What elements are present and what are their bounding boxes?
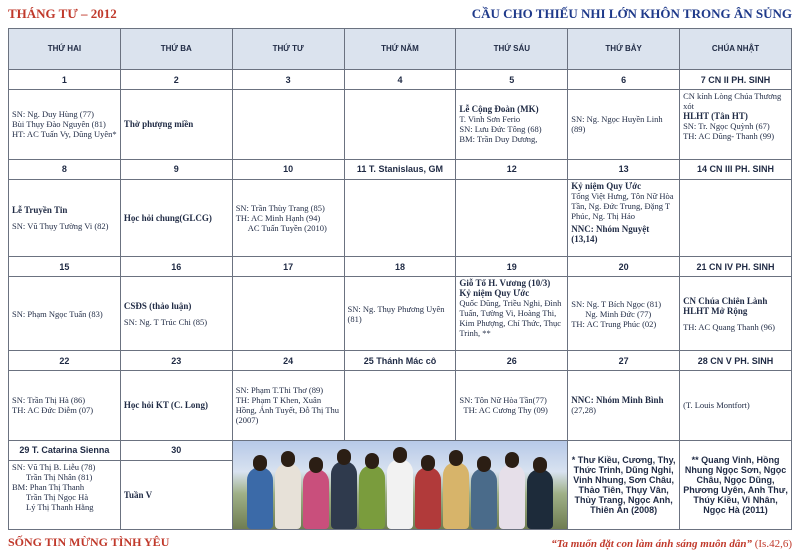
date-number: 10 [232, 159, 344, 179]
event-row [9, 371, 792, 440]
date-number: 8 [9, 159, 121, 179]
event-line: SN: Vũ Thụy Tường Vi (82) [12, 220, 109, 231]
day-cell [568, 277, 680, 351]
event-line: BM: Phan Thị Thanh [12, 481, 85, 492]
event-line: Ng. Minh Đức (77) [585, 308, 652, 319]
note-sunday [680, 440, 792, 529]
date-number: 3 [232, 70, 344, 90]
weekday-header: THỨ SÁU [456, 29, 568, 70]
event-line: SN: Trần Thị Hà (86) [12, 395, 86, 406]
date-number: 12 [456, 159, 568, 179]
theme-title: CẦU CHO THIẾU NHI LỚN KHÔN TRONG ÂN SỦNG [471, 6, 792, 21]
event-line: Lý Thị Thanh Hằng [26, 501, 94, 512]
date-number: 9 [120, 159, 232, 179]
note-saturday [568, 440, 680, 529]
weekday-header: THỨ HAI [9, 29, 121, 70]
event-line: NNC: Nhóm Minh Bình [571, 395, 664, 406]
date-number: 1 [9, 70, 121, 90]
event-line: CN kính Lòng Chúa Thương xót [683, 91, 782, 112]
event-line: TH: AC Dũng- Thanh (99) [683, 131, 775, 142]
event-line: T. Vinh Sơn Ferio [459, 114, 521, 125]
footer-slogan: SỐNG TIN MỪNG TÌNH YÊU [8, 535, 170, 549]
group-photo-image [233, 441, 568, 529]
day-cell [568, 90, 680, 159]
event-line: SN: Ng. Duy Hùng (77) [12, 109, 94, 120]
date-number: 20 [568, 257, 680, 277]
calendar [8, 28, 792, 530]
date-number: 6 [568, 70, 680, 90]
event-line: SN: Phạm T.Thi Thơ (89) [235, 385, 324, 396]
date-number: 29 T. Catarina Sienna [9, 440, 121, 460]
day-cell [232, 90, 344, 159]
date-number: 7 CN II PH. SINH [680, 70, 792, 90]
day-cell [568, 371, 680, 440]
day-cell [120, 277, 232, 351]
event-line: (27,28) [571, 405, 597, 416]
date-number: 2 [120, 70, 232, 90]
date-number: 15 [9, 257, 121, 277]
day-cell [456, 277, 568, 351]
event-line: SN: Ng. Ngọc Huyền Linh (89) [571, 114, 663, 135]
event-line: Học hỏi KT (C. Long) [123, 400, 208, 411]
group-photo [232, 440, 568, 529]
day-cell [9, 277, 121, 351]
date-number: 21 CN IV PH. SINH [680, 257, 792, 277]
quote-text: “Ta muốn đặt con làm ánh sáng muôn dân” [551, 538, 752, 550]
event-line: TH: AC Cương Thy (09) [463, 405, 548, 416]
day-cell [232, 277, 344, 351]
date-number: 24 [232, 351, 344, 371]
event-line: Lễ Truyền Tin [12, 204, 68, 215]
weekday-header: THỨ NĂM [344, 29, 456, 70]
day-cell [120, 179, 232, 257]
date-number: 11 T. Stanislaus, GM [344, 159, 456, 179]
day-cell [680, 179, 792, 257]
date-number: 17 [232, 257, 344, 277]
quote-ref: (Is.42,6) [754, 538, 792, 550]
event-line: Kỷ niệm Quy Ước [459, 288, 530, 299]
date-number: 16 [120, 257, 232, 277]
event-line: HT: AC Tuấn Vy, Dũng Uyên* [12, 129, 117, 140]
event-line: TH: AC Trung Phúc (02) [571, 318, 657, 329]
date-number: 26 [456, 351, 568, 371]
date-number: 27 [568, 351, 680, 371]
date-number: 25 Thánh Mác cô [344, 351, 456, 371]
day-cell [120, 371, 232, 440]
day-cell [680, 277, 792, 351]
event-line: SN: Tr. Ngọc Quỳnh (67) [683, 121, 770, 132]
date-number: 22 [9, 351, 121, 371]
event-row [9, 277, 792, 351]
day-cell [344, 371, 456, 440]
day-cell [456, 179, 568, 257]
event-line: CSĐS (thảo luận) [123, 300, 192, 311]
weekday-header: THỨ TƯ [232, 29, 344, 70]
date-number: 23 [120, 351, 232, 371]
event-line: HLHT (Tân HT) [683, 111, 748, 122]
day-cell [9, 371, 121, 440]
event-line: SN: Ng. T Trúc Chi (85) [123, 316, 208, 327]
weekday-header-row [9, 29, 792, 70]
date-number: 30 [120, 440, 232, 460]
day-cell [568, 179, 680, 257]
event-line: Giỗ Tổ H. Vương (10/3) [459, 278, 551, 289]
date-row [9, 70, 792, 90]
event-line: HLHT Mở Rộng [683, 305, 748, 316]
event-line: SN: Ng. Thụy Phương Uyên (81) [347, 303, 445, 324]
event-line: SN: Tôn Nữ Hòa Tần(77) [459, 395, 547, 406]
date-number: 13 [568, 159, 680, 179]
date-row [9, 159, 792, 179]
day-cell [232, 371, 344, 440]
day-cell [9, 90, 121, 159]
date-number: 19 [456, 257, 568, 277]
event-line: SN: Lưu Đức Tông (68) [459, 124, 542, 135]
event-line: (T. Louis Montfort) [683, 400, 750, 411]
day-cell [232, 179, 344, 257]
day-cell [344, 277, 456, 351]
event-line: TH: AC Minh Hạnh (94) [235, 212, 321, 223]
day-cell [680, 90, 792, 159]
date-number: 14 CN III PH. SINH [680, 159, 792, 179]
event-line: SN: Ng. T Bích Ngọc (81) [571, 298, 662, 309]
day-cell [120, 460, 232, 529]
date-row [9, 257, 792, 277]
day-cell [344, 90, 456, 159]
day-cell [120, 90, 232, 159]
month-title: THÁNG TƯ – 2012 [8, 6, 117, 21]
event-line: TH: AC Đức Diễm (07) [12, 405, 94, 416]
day-cell [680, 371, 792, 440]
event-row [9, 90, 792, 159]
day-cell [344, 179, 456, 257]
event-line: Học hỏi chung(GLCG) [123, 212, 212, 223]
day-cell [456, 371, 568, 440]
event-row [9, 179, 792, 257]
event-line: Tuần V [123, 489, 153, 500]
day-cell [9, 179, 121, 257]
note-text: ** Quang Vinh, Hồng Nhung Ngọc Sơn, Ngọc Châu, Ngọc Dũng, Phương Uyên, Anh Thư, Thúy Kiều, Vi Nhân, Ngọc Hà (2011) [683, 454, 788, 515]
weekday-header: CHÚA NHẬT [680, 29, 792, 70]
event-line: Bùi Thụy Đào Nguyên (81) [12, 119, 106, 130]
note-text: * Thư Kiều, Cương, Thy, Thức Trinh, Dũng Nghi, Vinh Nhung, Sơn Châu, Thảo Tiên, Thụy Vân, Thủy Trang, Ngọc Anh, Thiên Ân (2008) [571, 454, 676, 515]
event-line: Kỷ niệm Quy Ước [571, 180, 642, 191]
event-line: TH: AC Quang Thanh (96) [683, 321, 775, 332]
event-line: SN: Phạm Ngọc Tuấn (83) [12, 308, 103, 319]
date-number: 4 [344, 70, 456, 90]
date-row [9, 351, 792, 371]
weekday-header: THỨ BA [120, 29, 232, 70]
calendar-table [8, 28, 792, 530]
event-line: NNC: Nhóm Nguyệt (13,14) [571, 223, 650, 244]
date-number: 5 [456, 70, 568, 90]
event-line: CN Chúa Chiên Lành [683, 295, 768, 306]
event-line: Tống Việt Hưng, Tôn Nữ Hòa Tần, Ng. Đức Trung, Đặng T Phúc, Ng. Thị Hảo [571, 190, 674, 221]
date-number: 28 CN V PH. SINH [680, 351, 792, 371]
date-row [9, 440, 792, 460]
event-line: Trần Thị Ngọc Hà [26, 491, 89, 502]
day-cell [456, 90, 568, 159]
event-line: Quốc Dũng, Triều Nghi, Đình Tuấn, Tường Vi, Hoàng Thi, Kim Phượng, Chí Thức, Thục Trinh, ** [459, 298, 562, 339]
event-line: BM: Trần Duy Dương, [459, 134, 538, 145]
date-number: 18 [344, 257, 456, 277]
day-cell [9, 460, 121, 529]
event-line: Lễ Cộng Đoàn (MK) [459, 104, 539, 115]
footer-quote [551, 538, 792, 550]
event-line: Trần Thị Nhân (81) [26, 471, 93, 482]
event-line: SN: Trần Thùy Trang (85) [235, 202, 325, 213]
event-line: TH: Phạm T Khen, Xuân Hồng, Ánh Tuyết, Đỗ Thị Thu (2007) [235, 395, 340, 426]
event-line: SN: Vũ Thị B. Liễu (78) [12, 461, 96, 472]
weekday-header: THỨ BẢY [568, 29, 680, 70]
event-line: AC Tuấn Tuyền (2010) [247, 222, 327, 233]
event-line: Thờ phượng miền [123, 119, 194, 130]
